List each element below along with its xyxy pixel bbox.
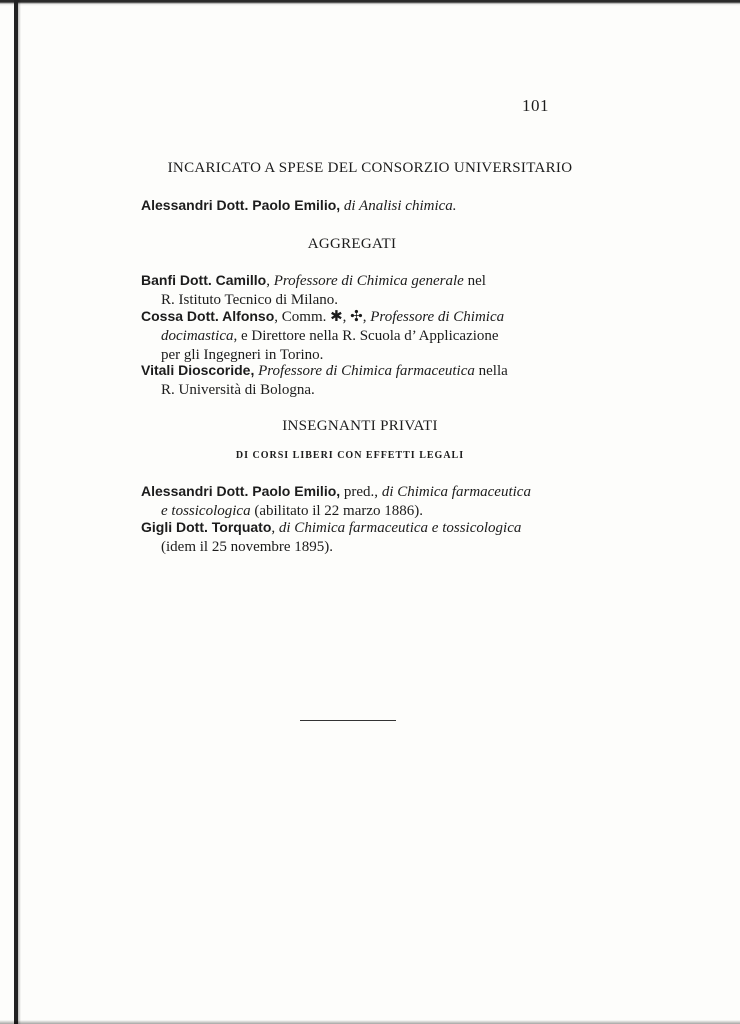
entry-banfi (141, 271, 556, 310)
heading-aggregati: AGGREGATI (307, 236, 397, 252)
entry-name: Banfi Dott. Camillo (141, 272, 267, 288)
entry-incaricato-alessandri (141, 196, 556, 216)
page-number: 101 (522, 96, 549, 115)
entry-text: (abilitato il 22 marzo 1886). (250, 503, 424, 519)
entry-title: di Chimica farmaceutica (381, 484, 531, 500)
scan-edge-bottom (0, 1020, 740, 1024)
heading-incaricato: INCARICATO A SPESE DEL CONSORZIO UNIVERSITARIO (167, 160, 573, 176)
entry-title: e tossicologica (161, 503, 251, 519)
scan-edge-left (14, 0, 18, 1024)
subheading-privati: DI CORSI LIBERI CON EFFETTI LEGALI (235, 450, 465, 461)
entry-text: pred., (340, 484, 382, 500)
entry-continuation: R. Istituto Tecnico di Milano. (161, 292, 338, 308)
entry-title: di Chimica farmaceutica e tossicologica (278, 520, 522, 536)
entry-title: docimastica (161, 328, 234, 344)
entry-continuation (141, 327, 556, 346)
entry-title: Professore di Chimica farmaceutica (258, 363, 475, 379)
entry-name: Alessandri Dott. Paolo Emilio, (141, 483, 341, 499)
entry-title: Professore di Chimica (370, 309, 505, 325)
entry-text: di Analisi chimica. (343, 198, 457, 214)
entry-text: , (266, 273, 274, 289)
entry-cossa (141, 307, 556, 365)
entry-gigli (141, 518, 556, 557)
entry-privati-alessandri (141, 482, 556, 521)
entry-text: , (271, 520, 279, 536)
heading-privati: INSEGNANTI PRIVATI (282, 418, 438, 434)
entry-vitali (141, 361, 556, 400)
entry-name: Vitali Dioscoride, (141, 362, 255, 378)
entry-name: Alessandri Dott. Paolo Emilio, (141, 197, 341, 213)
entry-name: Gigli Dott. Torquato (141, 519, 272, 535)
scan-edge-top (0, 0, 740, 6)
entry-continuation: per gli Ingegneri in Torino. (161, 347, 324, 363)
entry-continuation: (idem il 25 novembre 1895). (161, 539, 334, 555)
entry-title: Professore di Chimica generale (273, 273, 464, 289)
entry-text: , e Direttore nella R. Scuola d’ Applicazione (233, 328, 499, 344)
entry-continuation: R. Università di Bologna. (161, 382, 315, 398)
entry-text: nel (463, 273, 486, 289)
entry-text: , Comm. ✱, ✣, (274, 309, 371, 325)
entry-text: nella (474, 363, 508, 379)
closing-rule (300, 720, 396, 721)
entry-name: Cossa Dott. Alfonso (141, 308, 275, 324)
